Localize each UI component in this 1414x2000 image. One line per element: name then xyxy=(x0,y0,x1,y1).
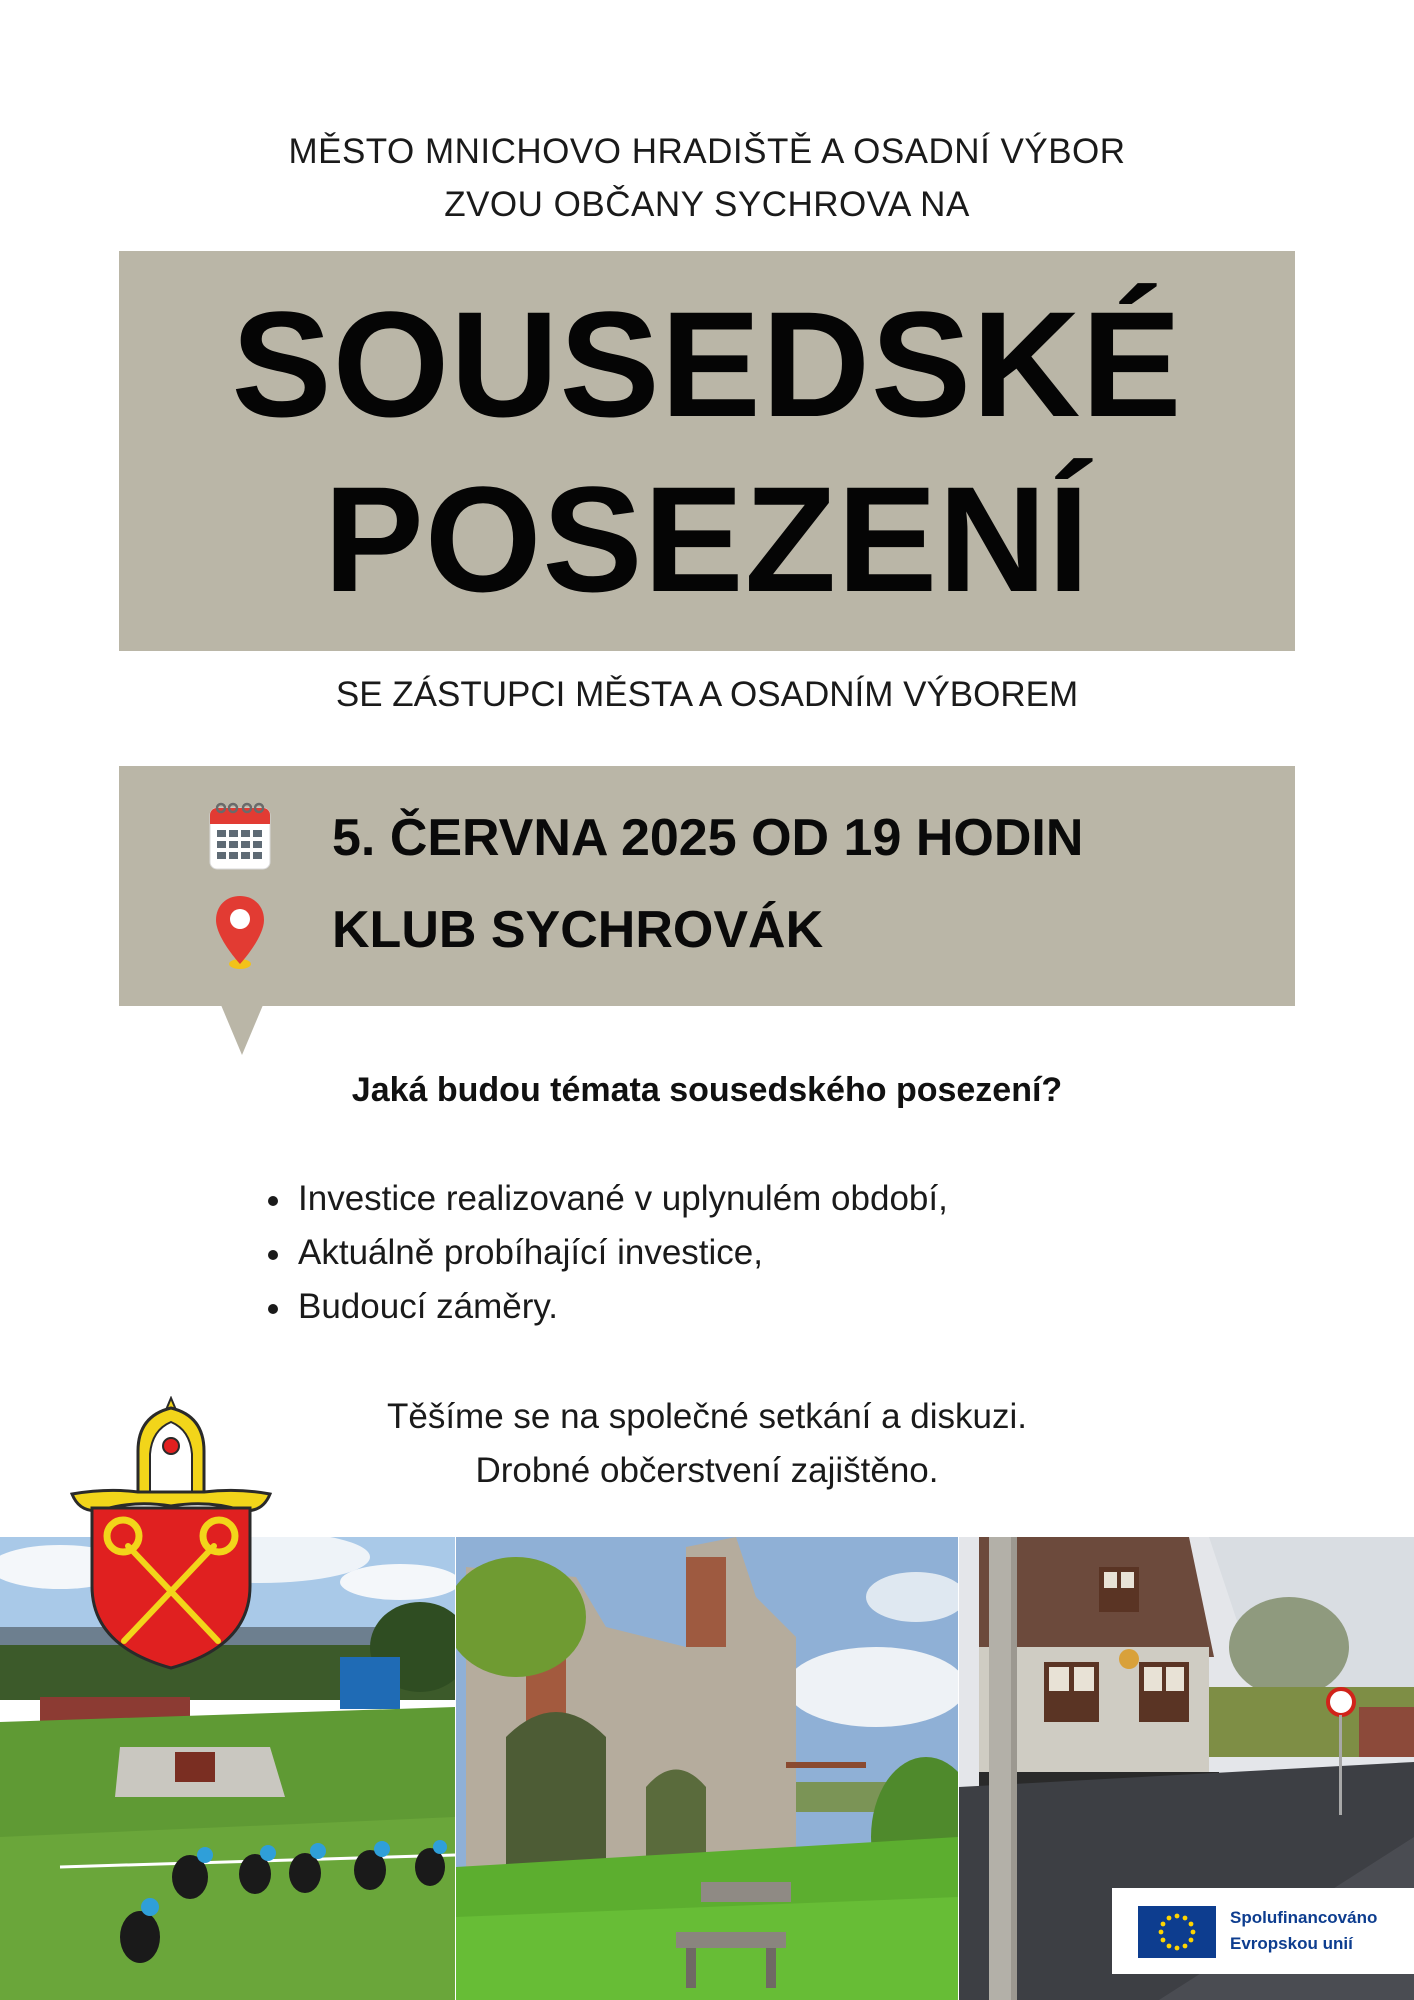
title-line-2: POSEZENÍ xyxy=(323,455,1091,623)
calendar-icon xyxy=(209,802,271,870)
eu-line-2: Evropskou unií xyxy=(1230,1934,1353,1953)
topics-heading: Jaká budou témata sousedského posezení? xyxy=(351,1071,1063,1109)
coat-of-arms-logo xyxy=(68,1396,274,1670)
eu-line-1: Spolufinancováno xyxy=(1230,1908,1378,1927)
eu-cofunding-logo xyxy=(1112,1888,1414,1974)
event-place: KLUB SYCHROVÁK xyxy=(332,901,824,959)
topic-item: Investice realizované v uplynulém období, xyxy=(262,1172,948,1226)
subtitle: SE ZÁSTUPCI MĚSTA A OSADNÍM VÝBOREM xyxy=(335,675,1079,714)
topic-item: Aktuálně probíhající investice, xyxy=(262,1226,948,1280)
invitation-header xyxy=(0,125,1414,231)
header-line-1: MĚSTO MNICHOVO HRADIŠTĚ A OSADNÍ VÝBOR xyxy=(288,132,1126,171)
eu-flag-icon xyxy=(1138,1906,1216,1958)
event-info-box xyxy=(119,766,1295,1006)
header-line-2: ZVOU OBČANY SYCHROVA NA xyxy=(444,185,970,224)
closing-line-1: Těšíme se na společné setkání a diskuzi. xyxy=(386,1397,1028,1436)
speech-pointer xyxy=(221,1005,263,1055)
title-line-1: SOUSEDSKÉ xyxy=(231,280,1183,448)
title-box xyxy=(119,251,1295,651)
photo-castle-ruin xyxy=(456,1537,958,2000)
topic-item: Budoucí záměry. xyxy=(262,1280,948,1334)
topics-list xyxy=(262,1172,948,1334)
event-date: 5. ČERVNA 2025 OD 19 HODIN xyxy=(332,809,1084,867)
eu-text xyxy=(1230,1905,1377,1957)
map-pin-icon xyxy=(214,894,266,970)
closing-line-2: Drobné občerstvení zajištěno. xyxy=(475,1451,939,1490)
